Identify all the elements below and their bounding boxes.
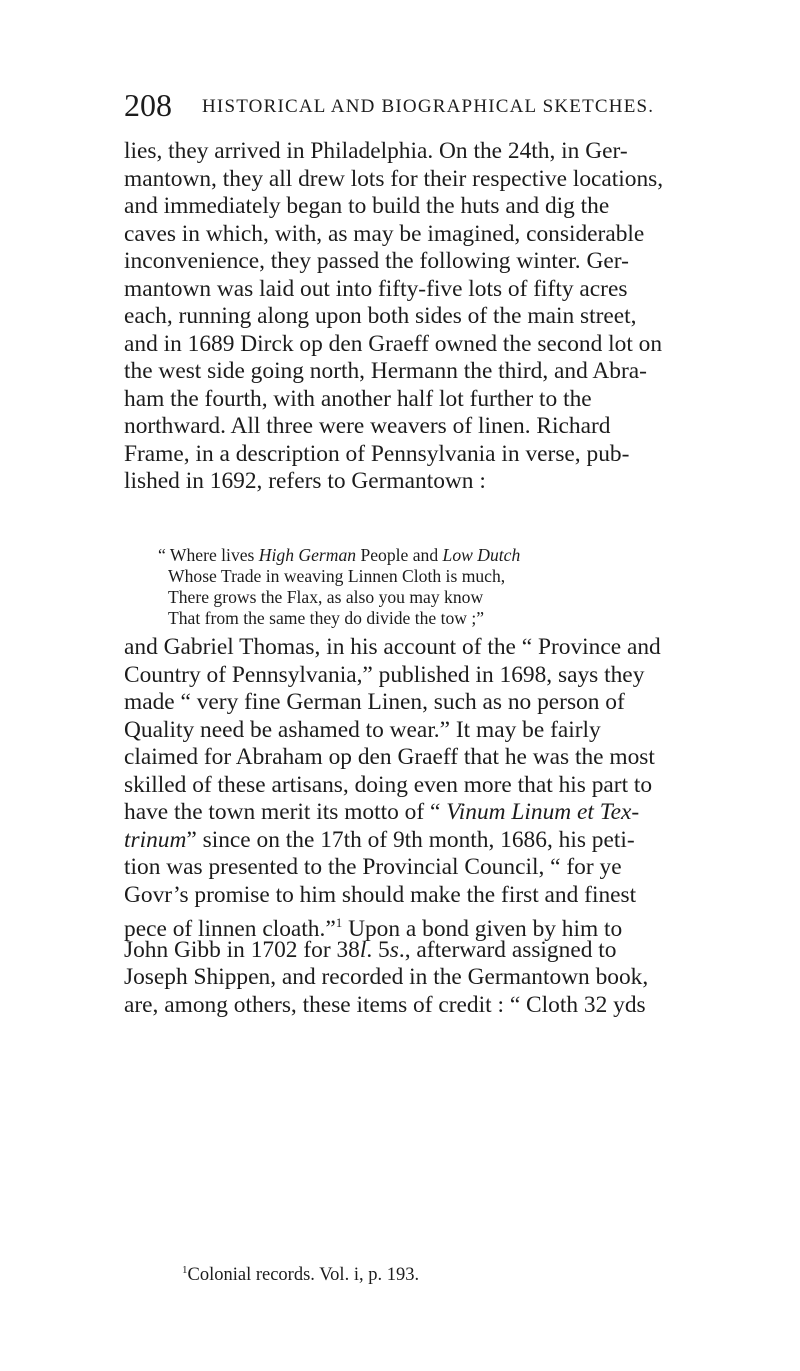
page-number: 208 xyxy=(124,87,172,123)
text-line: made “ very fine German Linen, such as no person of xyxy=(124,689,625,715)
verse-line: That from the same they do divide the tow ;” xyxy=(168,608,485,628)
text-line: Quality need be ashamed to wear.” It may be fairly xyxy=(124,716,601,743)
text-line: skilled of these artisans, doing even more that his part to xyxy=(124,771,653,798)
verse-line: There grows the Flax, as also you may know xyxy=(168,587,484,607)
text-segment: ., afterward assigned to xyxy=(398,936,617,963)
verse-text: “ Where lives xyxy=(158,545,259,565)
text-line: lies, they arrived in Philadelphia. On the 24th, in Ger- xyxy=(124,138,628,164)
text-line: mantown, they all drew lots for their respective locations, xyxy=(124,165,664,192)
text-segment: . 5 xyxy=(366,936,390,963)
text-line: lished in 1692, refers to Germantown : xyxy=(124,468,486,494)
text-line: tion was presented to the Provincial Council, “ for ye xyxy=(124,854,622,880)
verse-quotation xyxy=(158,545,758,629)
text-line xyxy=(124,937,748,965)
footnote-text: Colonial records. Vol. i, p. 193. xyxy=(187,1265,420,1285)
text-line xyxy=(124,799,748,827)
text-line: ham the fourth, with another half lot further to the xyxy=(124,385,592,412)
text-line xyxy=(124,827,748,855)
text-line: the west side going north, Hermann the third, and Abra- xyxy=(124,358,647,384)
footnote xyxy=(182,1258,742,1287)
text-line: each, running along upon both sides of the main street, xyxy=(124,303,637,329)
text-line: Joseph Shippen, and recorded in the Germantown book, xyxy=(124,964,649,990)
verse-text: People and xyxy=(356,545,443,565)
text-line: Govr’s promise to him should make the first and finest xyxy=(124,881,637,908)
running-title: HISTORICAL AND BIOGRAPHICAL SKETCHES. xyxy=(202,96,655,117)
text-line: claimed for Abraham op den Graeff that he was the most xyxy=(124,744,655,770)
text-line: northward. All three were weavers of linen. Richard xyxy=(124,413,611,439)
paragraph-2 xyxy=(124,634,748,1019)
verse-line: Whose Trade in weaving Linnen Cloth is much, xyxy=(168,566,506,586)
text-line: caves in which, with, as may be imagined, considerable xyxy=(124,220,645,247)
text-line: inconvenience, they passed the following winter. Ger- xyxy=(124,248,629,274)
text-segment: have the town merit its motto of “ xyxy=(124,799,447,825)
footnote-marker: 1 xyxy=(182,1264,188,1276)
text-line: and immediately began to build the huts and dig the xyxy=(124,193,610,219)
text-line: and in 1689 Dirck op den Graeff owned the second lot on xyxy=(124,330,663,357)
text-segment: pece of linnen cloath.” xyxy=(124,916,336,942)
text-line xyxy=(124,909,748,942)
running-head xyxy=(124,86,744,126)
text-segment: ” since on the 17th of 9th month, 1686, his peti- xyxy=(186,826,635,853)
pound-abbrev: l xyxy=(359,936,367,963)
verse-italic: High German xyxy=(258,545,357,565)
text-line: and Gabriel Thomas, in his account of the “ Province and xyxy=(124,634,661,660)
motto-italic: Vinum Linum et Tex- xyxy=(446,799,640,825)
motto-italic: trinum xyxy=(124,826,187,853)
text-line: mantown was laid out into fifty-five lots of fifty acres xyxy=(124,275,628,302)
paragraph-1 xyxy=(124,138,748,496)
text-segment: Upon a bond given by him to xyxy=(342,916,623,942)
verse-italic: Low Dutch xyxy=(442,545,521,565)
text-line: are, among others, these items of credit : “ Cloth 32 yds xyxy=(124,991,646,1018)
text-line: Frame, in a description of Pennsylvania in verse, pub- xyxy=(124,440,630,467)
text-segment: John Gibb in 1702 for 38 xyxy=(124,936,360,963)
verse-line xyxy=(158,545,758,566)
shilling-abbrev: s xyxy=(389,936,399,963)
text-line: Country of Pennsylvania,” published in 1698, says they xyxy=(124,661,645,688)
footnote-reference: 1 xyxy=(335,915,343,930)
